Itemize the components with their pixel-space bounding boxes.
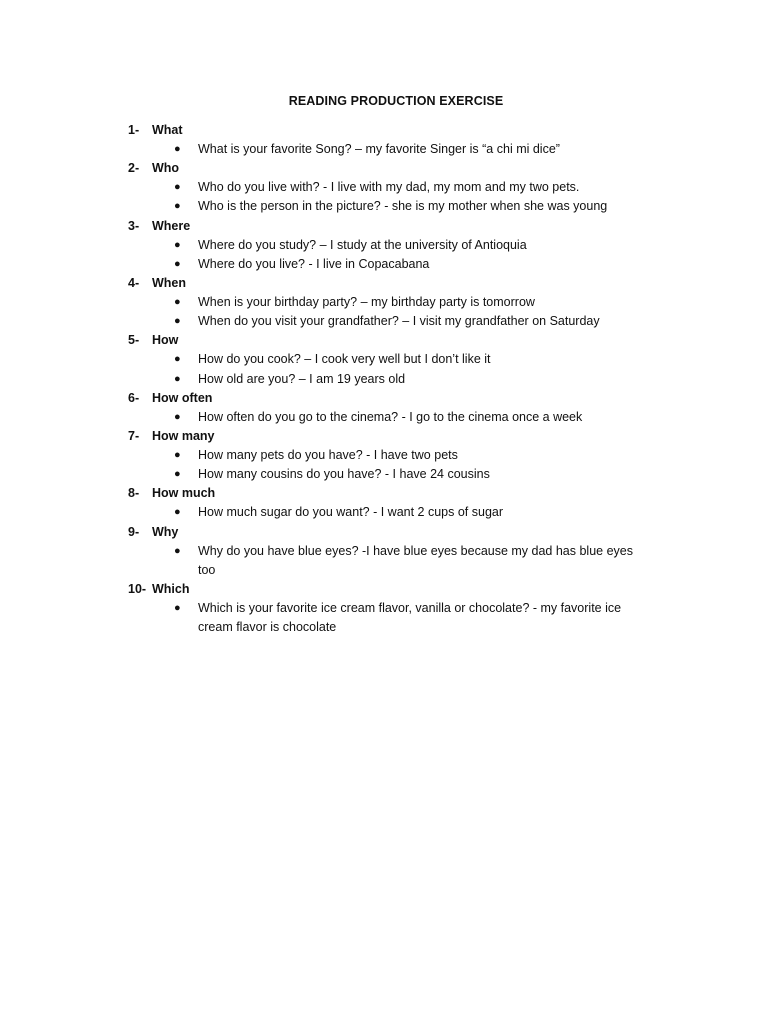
question-word: What	[152, 123, 183, 137]
question-number: 1-	[128, 123, 140, 137]
question-heading	[128, 121, 688, 140]
question-heading	[128, 274, 688, 293]
bullet-icon: ●	[174, 468, 181, 481]
question-list	[128, 121, 688, 637]
question-block	[128, 523, 688, 580]
question-number: 6-	[128, 390, 140, 405]
question-block	[128, 274, 688, 331]
question-number: 9-	[128, 524, 140, 539]
example-list	[128, 542, 688, 580]
example-text: How much sugar do you want? - I want 2 cups of sugar	[198, 505, 504, 520]
question-number: 10-	[128, 582, 147, 597]
example-item	[128, 236, 648, 255]
question-heading	[128, 484, 688, 503]
example-list	[128, 599, 688, 637]
example-item	[128, 446, 648, 465]
question-heading	[128, 523, 688, 542]
bullet-icon: ●	[174, 410, 181, 423]
question-block	[128, 484, 688, 522]
question-heading	[128, 331, 688, 350]
example-item	[128, 465, 648, 484]
example-item	[128, 350, 648, 369]
example-text: Who do you live with? - I live with my dad, my mom and my two pets.	[198, 180, 580, 195]
example-item	[128, 408, 648, 427]
question-heading	[128, 427, 688, 446]
question-number: 5-	[128, 333, 140, 348]
question-heading	[128, 217, 688, 236]
example-list	[128, 408, 688, 427]
example-text: How often do you go to the cinema? - I go to the cinema once a week	[198, 409, 583, 424]
example-item	[128, 312, 648, 331]
example-text: How old are you? – I am 19 years old	[198, 371, 406, 386]
example-text: Which is your favorite ice cream flavor, vanilla or chocolate? - my favorite ice cream flavor is chocolate	[198, 601, 622, 635]
example-list	[128, 503, 688, 522]
example-list	[128, 140, 688, 159]
example-text: When do you visit your grandfather? – I visit my grandfather on Saturday	[198, 314, 600, 329]
bullet-icon: ●	[174, 143, 181, 155]
bullet-icon: ●	[174, 353, 181, 366]
example-item	[128, 140, 648, 159]
page-title: READING PRODUCTION EXERCISE	[288, 94, 504, 108]
question-number: 2-	[128, 161, 140, 176]
bullet-icon: ●	[174, 315, 181, 328]
question-number: 3-	[128, 218, 140, 233]
question-block	[128, 389, 688, 427]
question-block	[128, 159, 688, 216]
question-heading	[128, 389, 688, 408]
question-block	[128, 331, 688, 388]
example-item	[128, 503, 648, 522]
example-item	[128, 599, 648, 637]
question-block	[128, 217, 688, 274]
bullet-icon: ●	[174, 238, 181, 251]
example-list	[128, 178, 688, 216]
question-word: Who	[152, 161, 180, 176]
question-heading	[128, 159, 688, 178]
question-heading	[128, 580, 688, 599]
bullet-icon: ●	[174, 257, 181, 270]
example-item	[128, 178, 648, 197]
question-block	[128, 580, 688, 637]
example-text: How do you cook? – I cook very well but I don’t like it	[198, 352, 491, 367]
example-text: Where do you study? – I study at the university of Antioquia	[198, 237, 527, 252]
example-item	[128, 197, 648, 216]
question-word: How many	[152, 429, 215, 444]
example-list	[128, 236, 688, 274]
bullet-icon: ●	[174, 181, 181, 194]
example-item	[128, 542, 648, 580]
example-text: How many pets do you have? - I have two pets	[198, 448, 458, 463]
question-word: Where	[152, 218, 191, 233]
question-word: How often	[152, 390, 213, 405]
bullet-icon: ●	[174, 506, 181, 519]
example-list	[128, 446, 688, 484]
question-number: 7-	[128, 429, 140, 444]
question-block	[128, 121, 688, 159]
example-item	[128, 370, 648, 389]
example-text: Who is the person in the picture? - she is my mother when she was young	[198, 199, 608, 214]
example-text: When is your birthday party? – my birthday party is tomorrow	[198, 295, 535, 310]
example-text: Where do you live? - I live in Copacabana	[198, 256, 430, 271]
question-block	[128, 427, 688, 484]
question-number: 4-	[128, 276, 140, 291]
example-text: What is your favorite Song? – my favorite Singer is “a chi mi dice”	[198, 142, 560, 156]
question-word: Why	[152, 524, 179, 539]
example-text: How many cousins do you have? - I have 24 cousins	[198, 467, 490, 482]
question-word: Which	[152, 582, 190, 597]
bullet-icon: ●	[174, 296, 181, 309]
question-word: How much	[152, 486, 216, 501]
example-text: Why do you have blue eyes? -I have blue eyes because my dad has blue eyes too	[198, 543, 633, 577]
bullet-icon: ●	[174, 200, 181, 213]
bullet-icon: ●	[174, 449, 181, 462]
question-word: When	[152, 276, 187, 291]
bullet-icon: ●	[174, 544, 181, 557]
example-list	[128, 350, 688, 388]
bullet-icon: ●	[174, 602, 181, 615]
bullet-icon: ●	[174, 372, 181, 385]
question-word: How	[152, 333, 179, 348]
question-number: 8-	[128, 486, 140, 501]
example-item	[128, 255, 648, 274]
example-item	[128, 293, 648, 312]
example-list	[128, 293, 688, 331]
